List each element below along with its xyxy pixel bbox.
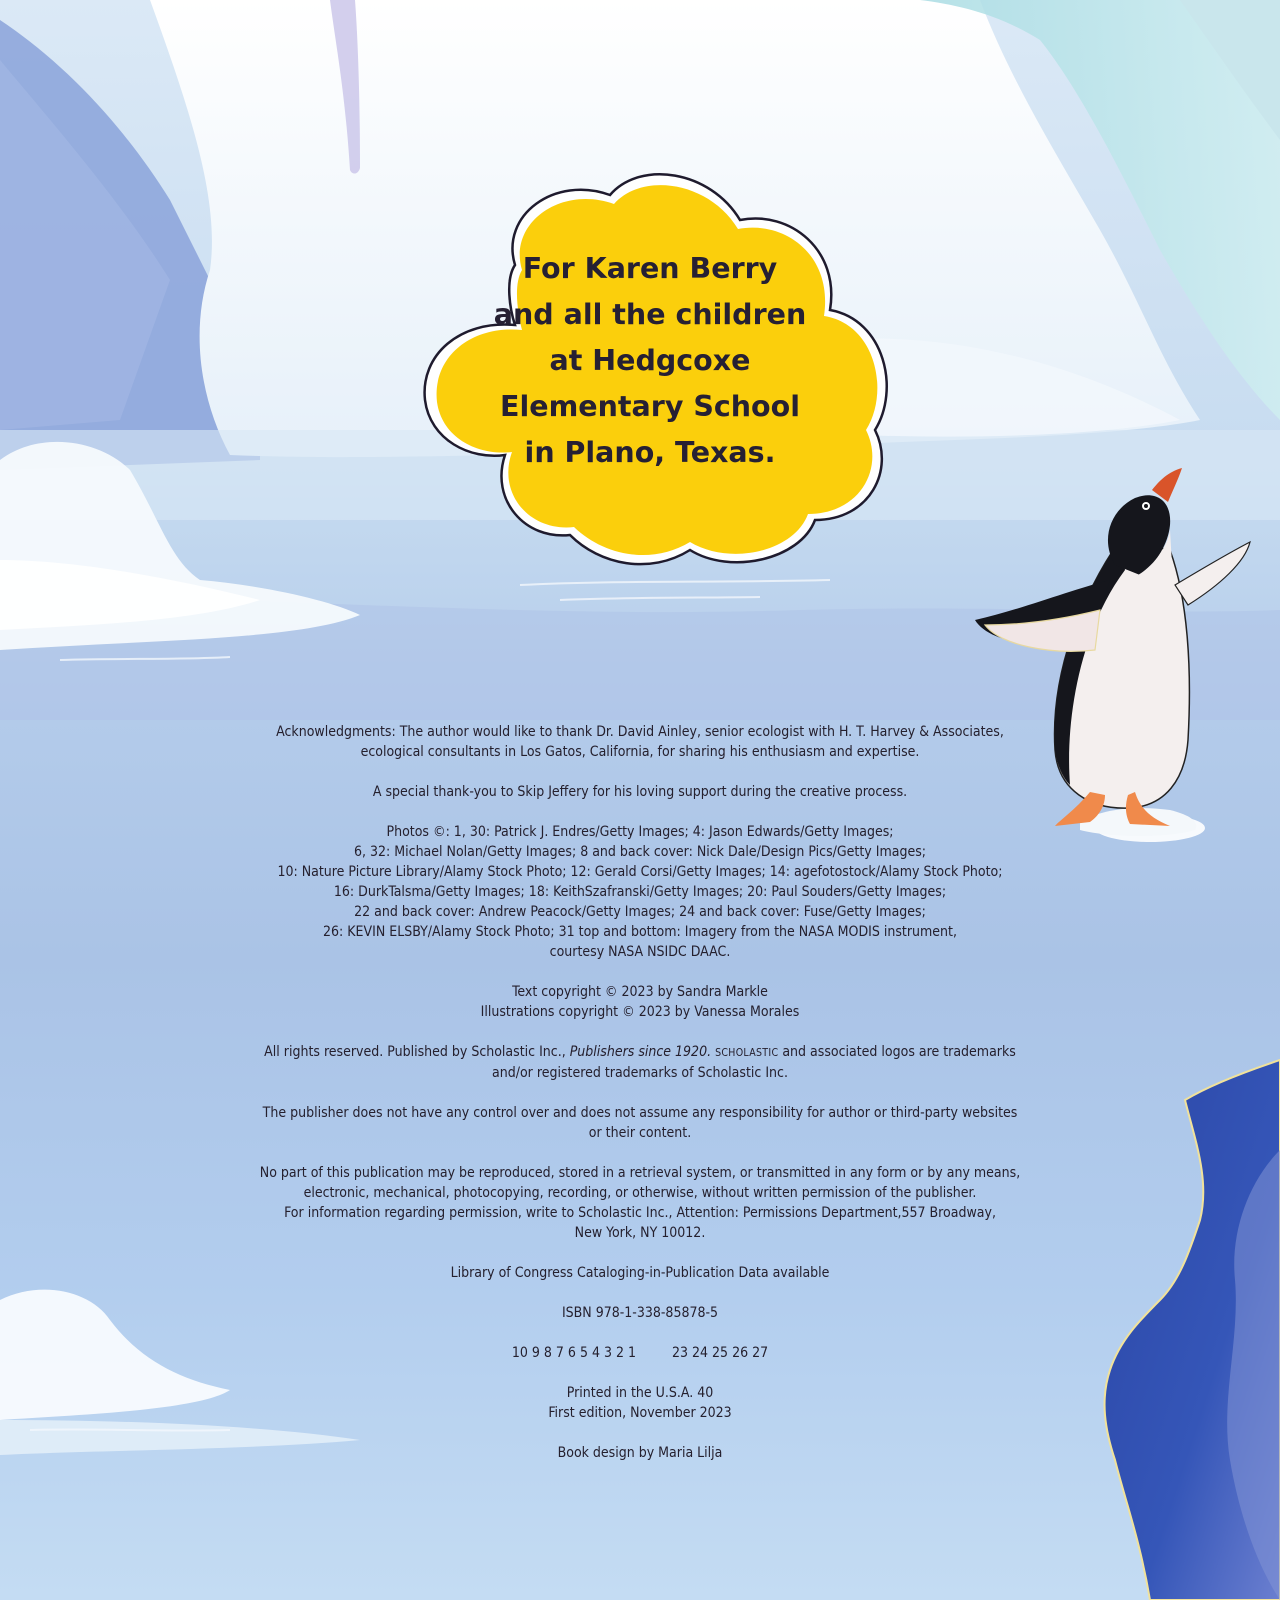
- dedication-text: [485, 246, 815, 476]
- dedication-line: and all the children: [493, 298, 807, 331]
- printing-line: [190, 1343, 1090, 1363]
- acknowledgments-line: Acknowledgments: The author would like to thank Dr. David Ainley, senior ecologist with H. T. Harvey & Associates,: [276, 724, 1004, 740]
- photo-credit-line: 6, 32: Michael Nolan/Getty Images; 8 and back cover: Nick Dale/Design Pics/Getty Images;: [354, 844, 926, 860]
- dedication-line: Elementary School: [500, 390, 800, 423]
- photo-credit-line: Photos ©: 1, 30: Patrick J. Endres/Getty Images; 4: Jason Edwards/Getty Images;: [386, 824, 894, 840]
- isbn: ISBN 978-1-338-85878-5: [561, 1305, 719, 1321]
- rights-reserved: All rights reserved. Published by Scholastic Inc., Publishers since 1920. SCHOLASTIC and associated logos are trademarks and/or registered trademarks of Scholastic Inc.: [264, 1044, 1016, 1081]
- cip-data: Library of Congress Cataloging-in-Publication Data available: [450, 1265, 830, 1281]
- publisher-note: The publisher does not have any control over and does not assume any responsibility for author or third-party websites or their content.: [262, 1105, 1018, 1141]
- copyright-notice: [190, 982, 1090, 1022]
- reproduction-notice: No part of this publication may be reproduced, stored in a retrieval system, or transmitted in any form or by any means, electronic, mechanical, photocopying, recording, or otherwise, without written permission of the publisher. For information regarding permission, write to Scholastic Inc., Attention: Permissions Department,557 Broadway, New York, NY 10012.: [259, 1165, 1021, 1241]
- copyright-page-credits: [190, 722, 1090, 1483]
- special-thanks: A special thank-you to Skip Jeffery for his loving support during the creative process.: [372, 784, 908, 800]
- text-copyright: Text copyright © 2023 by Sandra Markle: [512, 984, 768, 1000]
- photo-credit-line: 16: DurkTalsma/Getty Images; 18: KeithSzafranski/Getty Images; 20: Paul Souders/Getty Images;: [333, 884, 947, 900]
- photo-credits: [190, 822, 1090, 962]
- book-design-credit: Book design by Maria Lilja: [557, 1445, 723, 1461]
- printing-years: 23 24 25 26 27: [672, 1345, 769, 1361]
- photo-credit-line: 10: Nature Picture Library/Alamy Stock Photo; 12: Gerald Corsi/Getty Images; 14: agefotostock/Alamy Stock Photo;: [277, 864, 1003, 880]
- acknowledgments-line: ecological consultants in Los Gatos, California, for sharing his enthusiasm and expertise.: [360, 744, 920, 760]
- photo-credit-line: 22 and back cover: Andrew Peacock/Getty Images; 24 and back cover: Fuse/Getty Images;: [354, 904, 926, 920]
- dedication-line: For Karen Berry: [522, 252, 778, 285]
- printed-info: Printed in the U.S.A. 40 First edition, November 2023: [548, 1385, 732, 1421]
- dedication-line: in Plano, Texas.: [524, 436, 776, 469]
- scholastic-wordmark: SCHOLASTIC: [715, 1047, 779, 1059]
- printing-numbers: 10 9 8 7 6 5 4 3 2 1: [511, 1345, 636, 1361]
- photo-credit-line: 26: KEVIN ELSBY/Alamy Stock Photo; 31 top and bottom: Imagery from the NASA MODIS instrument,: [323, 924, 957, 940]
- acknowledgments: [190, 722, 1090, 762]
- dedication-line: at Hedgcoxe: [549, 344, 751, 377]
- photo-credit-line: courtesy NASA NSIDC DAAC.: [549, 944, 731, 960]
- illustrations-copyright: Illustrations copyright © 2023 by Vanessa Morales: [480, 1004, 800, 1020]
